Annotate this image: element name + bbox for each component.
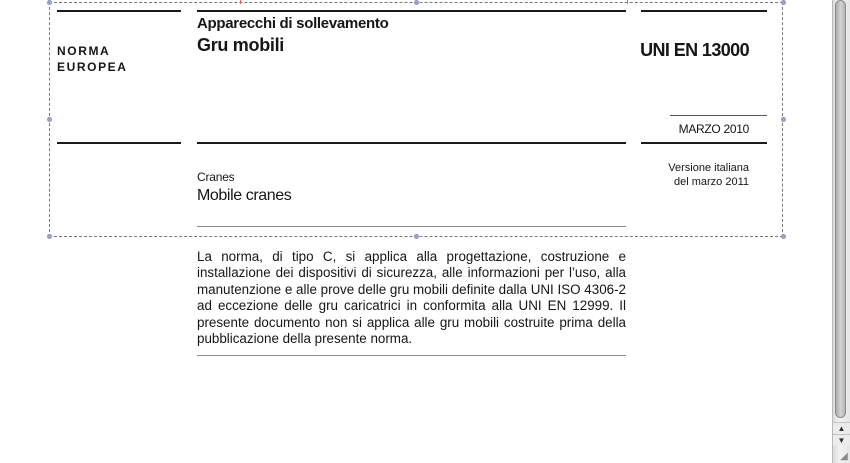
selection-handle-bottom-center[interactable] <box>414 234 419 239</box>
english-title-rule <box>197 226 626 227</box>
header-rule-left <box>57 10 181 12</box>
standard-type-label <box>57 43 128 75</box>
header-rule-center <box>197 10 626 12</box>
standard-type-line1: NORMA <box>57 44 111 58</box>
date-rule <box>670 115 767 116</box>
version-note-line2: del marzo 2011 <box>673 176 749 188</box>
selection-frame[interactable] <box>49 2 783 237</box>
standard-number: UNI EN 13000 <box>640 40 749 60</box>
header-rule-right <box>641 10 767 12</box>
margin-marker <box>240 0 241 4</box>
version-note-line1: Versione italiana <box>668 162 749 174</box>
divider-rule-left <box>57 142 181 144</box>
divider-rule-right <box>641 142 767 144</box>
publication-date: MARZO 2010 <box>678 122 749 136</box>
standard-type-line2: EUROPEA <box>57 60 128 74</box>
selection-handle-bottom-left[interactable] <box>47 234 52 239</box>
scroll-down-arrow-icon[interactable]: ▼ <box>833 434 850 445</box>
abstract-rule <box>197 355 626 356</box>
selection-handle-middle-left[interactable] <box>47 117 52 122</box>
version-note <box>668 161 749 189</box>
selection-handle-middle-right[interactable] <box>781 117 786 122</box>
english-title: Mobile cranes <box>197 187 292 204</box>
scrollbar-thumb[interactable] <box>835 0 846 418</box>
scroll-up-arrow-icon[interactable]: ▲ <box>833 422 850 433</box>
selection-handle-bottom-right[interactable] <box>781 234 786 239</box>
document-title: Gru mobili <box>197 35 285 55</box>
abstract-paragraph: La norma, di tipo C, si applica alla progettazione, costruzione e installazione dei dispositivi di sicurezza, alle informazioni per l’uso, alla manutenzione e alle prove delle gru mobili definite dalla UNI ISO 4306-2 ad eccezione delle gru caricatrici in conformita alla UNI EN 12999. Il presente documento non si applica alle gru mobili costruite prima della pubblicazione della presente norma. <box>197 249 626 347</box>
selection-handle-top-center[interactable] <box>414 0 419 5</box>
resize-grip-icon[interactable]: ◢ <box>840 451 848 462</box>
selection-handle-top-left[interactable] <box>47 0 52 5</box>
margin-marker <box>627 0 628 4</box>
selection-handle-top-right[interactable] <box>781 0 786 5</box>
divider-rule-center <box>197 142 626 144</box>
category-title: Apparecchi di sollevamento <box>197 15 389 32</box>
english-category-title: Cranes <box>197 170 235 184</box>
